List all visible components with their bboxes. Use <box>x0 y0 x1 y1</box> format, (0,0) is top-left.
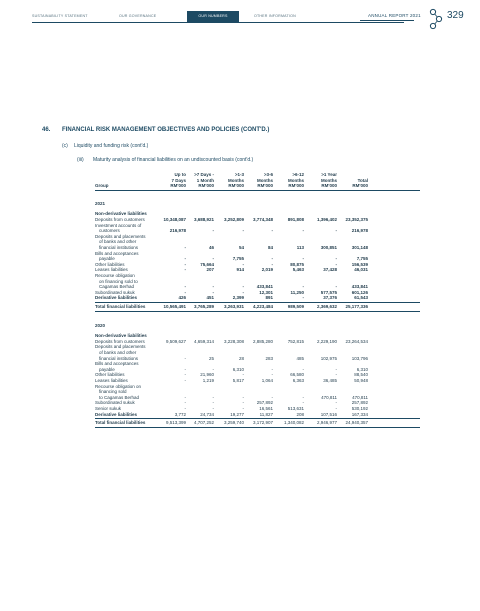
table-cell: 3,228,308 <box>223 338 244 344</box>
row-label: Cagamas Berhad <box>99 284 135 290</box>
page-number: 329 <box>447 10 464 21</box>
table-cell: - <box>184 406 186 411</box>
row-label: Investment accounts of <box>95 222 142 228</box>
top-navigation <box>32 11 340 22</box>
table-cell: 530,192 <box>351 406 368 411</box>
column-header: 7 Days <box>171 177 186 183</box>
table-cell: 16,561 <box>259 406 273 411</box>
row-label: of banks and other <box>99 350 137 355</box>
table-cell: 3,252,809 <box>223 217 244 222</box>
column-header: >1 Year <box>321 172 337 177</box>
column-header: RM'000 <box>170 183 186 189</box>
table-cell: 75,664 <box>200 261 214 267</box>
total-cell: 4,707,252 <box>193 420 214 426</box>
table-cell: 80,875 <box>290 261 304 267</box>
table-cell: - <box>184 400 186 406</box>
table-cell: 102,975 <box>320 355 337 361</box>
nav-divider <box>32 22 404 23</box>
table-cell: - <box>271 372 273 378</box>
row-label: Deposits and placements <box>95 233 146 239</box>
table-cell: 914 <box>236 267 244 273</box>
row-label: financing sold <box>99 389 127 395</box>
column-header: Months <box>257 177 273 183</box>
column-header: 1 Month <box>196 177 214 183</box>
table-cell: 167,334 <box>351 411 368 417</box>
table-cell: 6,363 <box>292 378 304 383</box>
table-cell: - <box>184 267 186 273</box>
table-cell: - <box>184 366 186 372</box>
table-cell: 257,892 <box>351 400 368 406</box>
row-label: Senior sukuk <box>95 406 122 411</box>
table-cell: 36,485 <box>323 378 337 383</box>
total-cell: 10,565,491 <box>163 304 186 309</box>
total-cell: 3,259,740 <box>223 420 244 426</box>
total-cell: 24,940,357 <box>345 420 368 426</box>
tab-our-numbers[interactable]: OUR NUMBERS <box>187 11 239 22</box>
table-cell: 10,348,087 <box>163 217 186 222</box>
table-cell: 19,277 <box>230 411 244 417</box>
table-cell: 23,352,375 <box>345 217 368 222</box>
table-cell: 6,310 <box>356 366 368 372</box>
table-cell: - <box>242 394 244 400</box>
table-cell: - <box>302 228 304 234</box>
total-cell: 4,223,484 <box>252 304 273 309</box>
row-label: Bills and acceptances <box>95 250 139 256</box>
table-cell: 208 <box>296 411 304 417</box>
section-title: FINANCIAL RISK MANAGEMENT OBJECTIVES AND POLICIES (CONT'D.) <box>62 127 270 133</box>
header-rule <box>95 190 420 191</box>
total-cell: 989,509 <box>287 304 304 309</box>
table-cell: - <box>271 394 273 400</box>
table-cell: 2,399 <box>232 295 244 301</box>
table-cell: 216,978 <box>351 228 368 234</box>
table-cell: 451 <box>206 295 214 301</box>
tab-other-information[interactable]: OTHER INFORMATION <box>254 14 296 18</box>
table-cell: 891,808 <box>287 217 304 222</box>
section-number: 46. <box>42 127 51 133</box>
table-cell: - <box>335 284 337 290</box>
row-label: Bills and acceptances <box>95 361 139 367</box>
subsection-number: (c) <box>62 143 68 149</box>
table-cell: 283 <box>265 355 273 361</box>
column-header: >7 Days - <box>194 172 214 177</box>
table-cell: 3,688,921 <box>193 217 214 222</box>
row-label: customers <box>99 228 120 234</box>
table-cell: - <box>242 228 244 234</box>
report-title: ANNUAL REPORT 2021 <box>368 13 421 18</box>
total-cell: 2,946,977 <box>316 420 337 426</box>
column-header: RM'000 <box>288 183 304 189</box>
row-label: Non-derivative liabilities <box>95 211 147 217</box>
table-cell: - <box>242 400 244 406</box>
table-cell: - <box>302 284 304 290</box>
table-cell: - <box>271 261 273 267</box>
total-cell: 2,369,632 <box>316 304 337 309</box>
table-cell: 61,543 <box>354 295 368 301</box>
tree-logo-icon <box>428 8 444 30</box>
table-cell: - <box>302 366 304 372</box>
column-header: Up to <box>174 172 186 177</box>
table-cell: 9,509,627 <box>165 338 186 344</box>
table-cell: 28 <box>238 355 244 361</box>
year-label: 2021 <box>95 200 106 206</box>
row-label: Derivative liabilities <box>95 411 138 417</box>
column-header: RM'000 <box>198 183 214 189</box>
table-cell: 752,815 <box>287 338 304 344</box>
row-label: financial institutions <box>99 355 139 361</box>
row-label: Other liabilities <box>95 372 125 378</box>
column-header: Total <box>357 177 368 183</box>
row-label: of banks and other <box>99 239 137 245</box>
table-cell: 485 <box>296 355 304 361</box>
total-rule-bottom <box>95 427 420 428</box>
table-cell: 2,019 <box>261 267 273 273</box>
table-cell: - <box>212 228 214 234</box>
table-cell: - <box>184 289 186 295</box>
table-cell: - <box>212 406 214 411</box>
table-cell: 24,734 <box>200 411 214 417</box>
row-label: payable <box>99 256 115 262</box>
table-cell: - <box>184 245 186 250</box>
row-label: financial institutions <box>99 245 139 250</box>
table-cell: 88,540 <box>354 372 368 378</box>
table-cell: - <box>242 289 244 295</box>
table-cell: 433,841 <box>256 284 273 290</box>
table-cell: 37,376 <box>323 295 337 301</box>
table-cell: 470,811 <box>352 394 368 400</box>
row-label: Recourse obligation on <box>95 383 142 389</box>
table-cell: 7,755 <box>232 256 244 262</box>
table-cell: 891 <box>265 295 273 301</box>
row-label: on financing sold to <box>99 278 138 284</box>
table-cell: 433,841 <box>351 284 368 290</box>
table-cell: 12,301 <box>259 289 273 295</box>
table-cell: 5,463 <box>292 267 304 273</box>
table-cell: 107,516 <box>320 411 337 417</box>
table-cell: 1,396,402 <box>316 217 337 222</box>
table-cell: - <box>242 261 244 267</box>
table-cell: - <box>184 355 186 361</box>
table-cell: - <box>184 284 186 290</box>
table-cell: 1,064 <box>261 378 273 383</box>
row-label: Leases liabilities <box>95 267 128 273</box>
table-cell: - <box>242 372 244 378</box>
subsection-title: Liquidity and funding risk (cont'd.) <box>74 143 149 149</box>
table-cell: 103,796 <box>351 355 368 361</box>
table-cell: - <box>212 284 214 290</box>
table-cell: 1,219 <box>202 378 214 383</box>
column-header: RM'000 <box>321 183 337 189</box>
table-cell: 84 <box>267 245 273 250</box>
table-cell: - <box>335 261 337 267</box>
table-cell: - <box>335 228 337 234</box>
column-header: >6-12 <box>292 172 304 177</box>
table-cell: - <box>184 256 186 262</box>
table-cell: - <box>302 400 304 406</box>
table-cell: 2,229,190 <box>316 338 337 344</box>
table-cell: - <box>271 256 273 262</box>
table-cell: 37,428 <box>323 267 337 273</box>
column-header: Months <box>288 177 304 183</box>
row-label: Subordinated sukuk <box>95 289 135 295</box>
table-cell: 216,978 <box>169 228 186 234</box>
row-label: Subordinated sukuk <box>95 400 135 406</box>
total-rule-top <box>95 418 420 419</box>
table-cell: - <box>242 284 244 290</box>
table-cell: 4,659,314 <box>193 338 214 344</box>
tab-our-governance[interactable]: OUR GOVERNANCE <box>119 14 157 18</box>
table-cell: - <box>212 256 214 262</box>
table-cell: - <box>184 394 186 400</box>
subsubsection-title: Maturity analysis of financial liabilities on an undiscounted basis (cont'd.) <box>93 157 254 163</box>
table-cell: 577,575 <box>320 289 337 295</box>
total-label: Total financial liabilities <box>95 420 146 426</box>
total-cell: 3,172,907 <box>252 420 273 426</box>
table-cell: 470,811 <box>321 394 337 400</box>
table-cell: 300,851 <box>320 245 337 250</box>
table-cell: - <box>335 256 337 262</box>
total-cell: 9,513,399 <box>165 420 186 426</box>
total-rule-top <box>95 302 420 303</box>
table-cell: - <box>302 256 304 262</box>
row-label: Recourse obligation <box>95 273 135 278</box>
report-divider <box>360 20 414 21</box>
subsubsection-heading <box>77 157 254 163</box>
column-header: >1-3 <box>234 172 244 177</box>
total-cell: 1,340,082 <box>283 420 304 426</box>
row-label: Non-derivative liabilities <box>95 333 147 339</box>
table-cell: - <box>184 261 186 267</box>
table-cell: 23,264,534 <box>345 338 368 344</box>
total-rule-bottom <box>95 311 420 312</box>
subsubsection-number: (iii) <box>77 157 84 163</box>
table-cell: 3,774,348 <box>252 217 273 222</box>
table-cell: 25 <box>208 355 214 361</box>
year-label: 2020 <box>95 322 106 328</box>
table-cell: 426 <box>178 295 186 301</box>
table-cell: - <box>335 366 337 372</box>
table-cell: - <box>302 295 304 301</box>
table-cell: 601,126 <box>351 289 368 295</box>
table-cell: 46 <box>208 245 214 250</box>
table-cell: - <box>335 400 337 406</box>
column-header: RM'000 <box>257 183 273 189</box>
table-cell: - <box>212 366 214 372</box>
total-cell: 25,177,336 <box>345 304 368 309</box>
row-label: to Cagamas Berhad <box>99 394 140 400</box>
table-cell: - <box>184 378 186 383</box>
table-cell: - <box>271 228 273 234</box>
table-cell: 11,250 <box>290 289 304 295</box>
column-header: RM'000 <box>352 183 368 189</box>
table-cell: 66,580 <box>290 372 304 378</box>
table-cell: - <box>212 289 214 295</box>
row-label: Leases liabilities <box>95 378 128 383</box>
table-cell: 54 <box>238 245 244 250</box>
row-label: Derivative liabilities <box>95 295 138 301</box>
column-header: Months <box>228 177 244 183</box>
tab-sustainability-statement[interactable]: SUSTAINABILITY STATEMENT <box>32 14 88 18</box>
group-label: Group <box>95 183 109 189</box>
table-cell: 257,892 <box>256 400 273 406</box>
table-cell: 50,948 <box>354 378 368 383</box>
table-cell: - <box>271 366 273 372</box>
table-cell: 11,827 <box>259 411 273 417</box>
table-cell: - <box>212 400 214 406</box>
column-header: RM'000 <box>228 183 244 189</box>
section-heading <box>42 127 270 133</box>
table-cell: - <box>184 372 186 378</box>
table-cell: - <box>212 394 214 400</box>
table-cell: 3,772 <box>174 411 186 417</box>
table-cell: 513,631 <box>287 406 304 411</box>
row-label: Deposits from customers <box>95 217 145 222</box>
row-label: payable <box>99 366 115 372</box>
table-cell: 301,148 <box>351 245 368 250</box>
table-cell: - <box>302 394 304 400</box>
table-cell: 46,031 <box>354 267 368 273</box>
row-label: Deposits and placements <box>95 344 146 350</box>
table-cell: - <box>335 372 337 378</box>
table-cell: - <box>242 406 244 411</box>
table-cell: 7,755 <box>356 256 368 262</box>
table-cell: 21,960 <box>200 372 214 378</box>
total-cell: 3,263,931 <box>223 304 244 309</box>
table-cell: 156,539 <box>351 261 368 267</box>
table-cell: 5,817 <box>232 378 244 383</box>
table-cell: - <box>335 406 337 411</box>
total-label: Total financial liabilities <box>95 304 146 309</box>
column-header: >3-6 <box>263 172 273 177</box>
row-label: Other liabilities <box>95 261 125 267</box>
column-header: Months <box>321 177 337 183</box>
table-cell: 6,310 <box>232 366 244 372</box>
table-cell: 2,885,280 <box>252 338 273 344</box>
table-cell: 207 <box>206 267 214 273</box>
table-cell: 113 <box>296 245 304 250</box>
total-cell: 3,765,289 <box>193 304 214 309</box>
row-label: Deposits from customers <box>95 338 145 344</box>
